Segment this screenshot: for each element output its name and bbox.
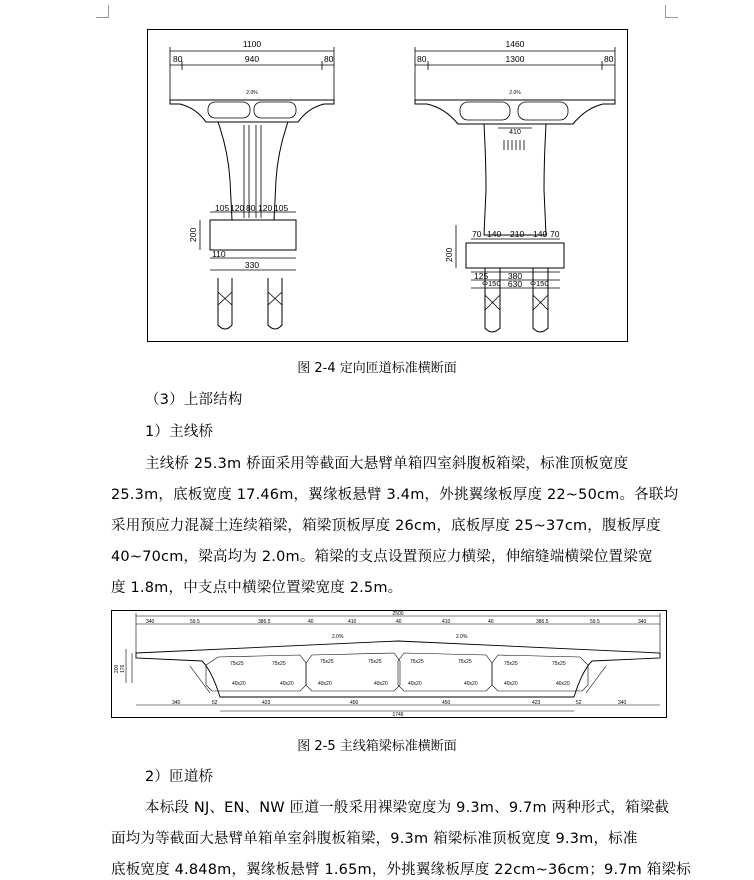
fig2-bot-seg-7: 52 [576,700,582,706]
left-cap-w5: 105 [274,203,289,213]
fig2-top-seg-10: 59.5 [590,619,600,625]
right-cap-w3: 210 [510,229,525,239]
para1-line-2: 25.3m，底板宽度 17.46m，翼缘板悬臂 3.4m，外挑翼缘板厚度 22~50cm。各联均 [111,487,679,503]
fig2-bot-seg-3: 423 [262,700,271,706]
fig2-cell-bot-3: 40x20 [318,681,332,687]
left-wing-r: 80 [324,54,334,64]
sub2-heading: 2）匝道桥 [145,769,214,785]
fig2-cell-top-4: 75x25 [368,659,382,665]
right-cap-w1: 70 [472,229,482,239]
left-top-inner: 940 [244,54,260,64]
fig2-height-l2: 176 [120,664,126,673]
para1-line-5: 度 1.8m，中支点中横梁位置梁宽度 2.5m。 [111,580,403,596]
section-heading: （3）上部结构 [145,392,243,408]
para2-line-3: 底板宽度 4.848m，翼缘板悬臂 1.65m，外挑翼缘板厚度 22cm~36cm；9.7m 箱梁标 [111,862,691,878]
figure-mainline-box-girder [111,610,667,718]
fig2-bottom-total: 1746 [392,712,404,717]
figure1-caption: 图 2-4 定向匝道标准横断面 [297,361,457,376]
fig2-top-seg-1: 340 [146,619,155,625]
para2-line-1: 本标段 NJ、EN、NW 匝道一般采用裸梁宽度为 9.3m、9.7m 两种形式，箱梁截 [145,800,670,816]
fig2-slope-l: 2.0% [332,634,344,640]
para1-line-4: 40~70cm，梁高均为 2.0m。箱梁的支点设置预应力横梁，伸缩缝端横梁位置梁宽 [111,549,653,565]
fig2-cell-top-8: 75x25 [552,661,566,667]
fig2-top-seg-9: 386.5 [536,619,549,625]
right-pile-gap: 125 [474,271,489,281]
fig2-cell-bot-6: 40x20 [464,681,478,687]
page-corner-mark-left [96,5,109,18]
para1-line-1: 主线桥 25.3m 桥面采用等截面大悬臂单箱四室斜腹板箱梁，标准顶板宽度 [145,456,629,472]
fig2-top-seg-11: 340 [638,619,647,625]
fig2-top-seg-5: 410 [348,619,357,625]
fig2-cell-top-7: 75x25 [504,661,518,667]
sub1-heading: 1）主线桥 [145,424,214,440]
fig2-height-l: 200 [114,664,120,673]
fig2-cell-bot-8: 40x20 [556,681,570,687]
fig2-cell-bot-5: 40x20 [408,681,422,687]
right-cap-w2: 140 [487,229,502,239]
right-col-width: 410 [509,129,521,136]
fig2-cell-bot-2: 40x20 [280,681,294,687]
right-cap-w4: 140 [533,229,548,239]
fig2-cell-top-2: 75x25 [272,661,286,667]
right-pile-dia-l: Φ150 [482,279,501,288]
page-corner-mark-right [665,5,678,18]
para1-line-3: 采用预应力混凝土连续箱梁，箱梁顶板厚度 26cm，底板厚度 25~37cm，腹板厚度 [111,518,661,534]
left-top-total: 1100 [242,39,262,49]
right-top-total: 1460 [505,39,525,49]
right-wing-l: 80 [417,54,427,64]
left-slope: 2.0% [246,90,258,96]
fig2-top-seg-7: 410 [442,619,451,625]
left-cap-w1: 105 [215,203,230,213]
fig2-cell-top-1: 75x25 [230,661,244,667]
left-pile-spacing: 330 [244,260,260,270]
fig2-total: 2500 [392,611,404,617]
right-cap-w5: 70 [550,229,560,239]
fig2-bot-seg-8: 340 [618,700,627,706]
fig2-cell-bot-7: 40x20 [504,681,518,687]
para2-line-2: 面均为等截面大悬臂单箱单室斜腹板箱梁，9.3m 箱梁标准顶板宽度 9.3m，标准 [111,831,638,847]
right-pile-spacing: 380 [507,271,523,281]
fig2-cell-top-5: 75x25 [410,659,424,665]
figure2-caption: 图 2-5 主线箱梁标准横断面 [297,739,457,754]
left-cap-w2: 120 [230,203,245,213]
right-cap-height: 200 [444,247,454,262]
left-cap-w3: 80 [246,203,256,213]
figure-ramp-cross-section [147,29,628,342]
fig2-top-seg-4: 40 [308,619,314,625]
right-wing-r: 80 [604,54,614,64]
fig2-bot-seg-5: 450 [442,700,451,706]
fig2-bot-seg-1: 340 [172,700,181,706]
fig2-cell-top-3: 75x25 [320,659,334,665]
fig2-top-seg-8: 40 [488,619,494,625]
fig2-slope-r: 2.0% [456,634,468,640]
left-cap-height: 200 [188,227,198,242]
fig2-cell-top-6: 75x25 [458,659,472,665]
fig2-cell-bot-4: 40x20 [374,681,388,687]
left-cap-w4: 120 [258,203,273,213]
left-pile-gap: 110 [212,249,226,259]
right-cap-bottom: 630 [507,279,523,289]
right-slope: 2.0% [509,90,521,96]
fig2-bot-seg-2: 52 [212,700,218,706]
right-top-inner: 1300 [505,54,525,64]
fig2-cell-bot-1: 40x20 [232,681,246,687]
left-wing-l: 80 [173,54,183,64]
fig2-top-seg-2: 59.5 [190,619,200,625]
fig2-top-seg-3: 386.5 [258,619,271,625]
fig2-bot-seg-4: 450 [350,700,359,706]
fig2-top-seg-6: 40 [396,619,402,625]
fig2-bot-seg-6: 423 [532,700,541,706]
right-pile-dia-r: Φ150 [530,279,549,288]
